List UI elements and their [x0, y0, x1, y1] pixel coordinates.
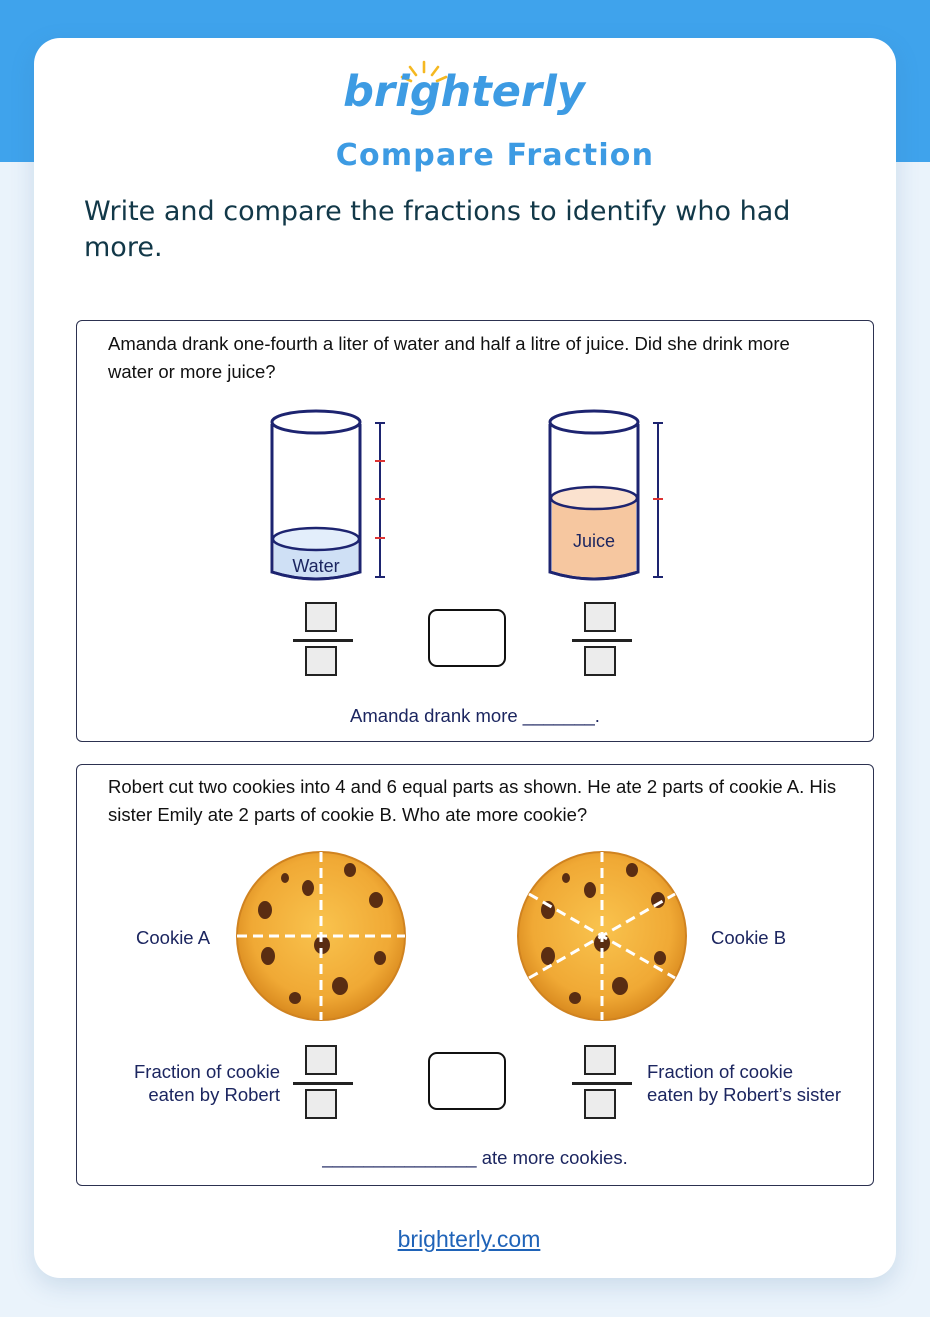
sister-numerator-box[interactable]	[584, 1045, 616, 1075]
compare-sign-box-1[interactable]	[428, 609, 506, 667]
juice-glass	[550, 411, 638, 579]
water-denominator-box[interactable]	[305, 646, 337, 676]
right-fraction-caption: Fraction of cookie eaten by Robert’s sister	[647, 1061, 842, 1105]
sister-fraction	[572, 1045, 632, 1125]
logo-text: brighterly	[343, 67, 585, 117]
left-fraction-caption: Fraction of cookie eaten by Robert	[133, 1061, 280, 1105]
question-1-answer-line: Amanda drank more _______.	[350, 705, 600, 726]
cookie-a-label: Cookie A	[136, 927, 211, 948]
glasses-illustration	[250, 400, 690, 590]
cookie-a-image	[237, 852, 405, 1020]
brighterly-logo	[0, 58, 930, 130]
robert-numerator-box[interactable]	[305, 1045, 337, 1075]
juice-label: Juice	[572, 531, 616, 551]
question-2-text: Robert cut two cookies into 4 and 6 equal parts as shown. He ate 2 parts of cookie A. His sister Emily ate 2 parts of cookie B. Who ate more cookie?	[108, 776, 837, 825]
instruction-text: Write and compare the fractions to identify who had more.	[84, 196, 791, 263]
question-2-answer-line: _______________ ate more cookies.	[322, 1147, 628, 1168]
question-1-text: Amanda drank one-fourth a liter of water and half a litre of juice. Did she drink more water or more juice?	[108, 333, 790, 382]
juice-scale-ruler	[653, 423, 663, 577]
page-title: Compare Fraction	[335, 138, 655, 173]
water-label: Water	[292, 556, 340, 576]
cookie-b-label: Cookie B	[711, 927, 787, 948]
robert-denominator-box[interactable]	[305, 1089, 337, 1119]
footer-website-link[interactable]: brighterly.com	[397, 1226, 541, 1252]
water-glass	[272, 411, 360, 579]
juice-numerator-box[interactable]	[584, 602, 616, 632]
water-fraction	[293, 602, 353, 682]
juice-fraction	[572, 602, 632, 682]
compare-sign-box-2[interactable]	[428, 1052, 506, 1110]
water-numerator-box[interactable]	[305, 602, 337, 632]
sister-denominator-box[interactable]	[584, 1089, 616, 1119]
robert-fraction	[293, 1045, 353, 1125]
water-scale-ruler	[375, 423, 385, 577]
cookie-b-image	[518, 852, 686, 1020]
cookies-illustration	[230, 848, 700, 1028]
juice-denominator-box[interactable]	[584, 646, 616, 676]
